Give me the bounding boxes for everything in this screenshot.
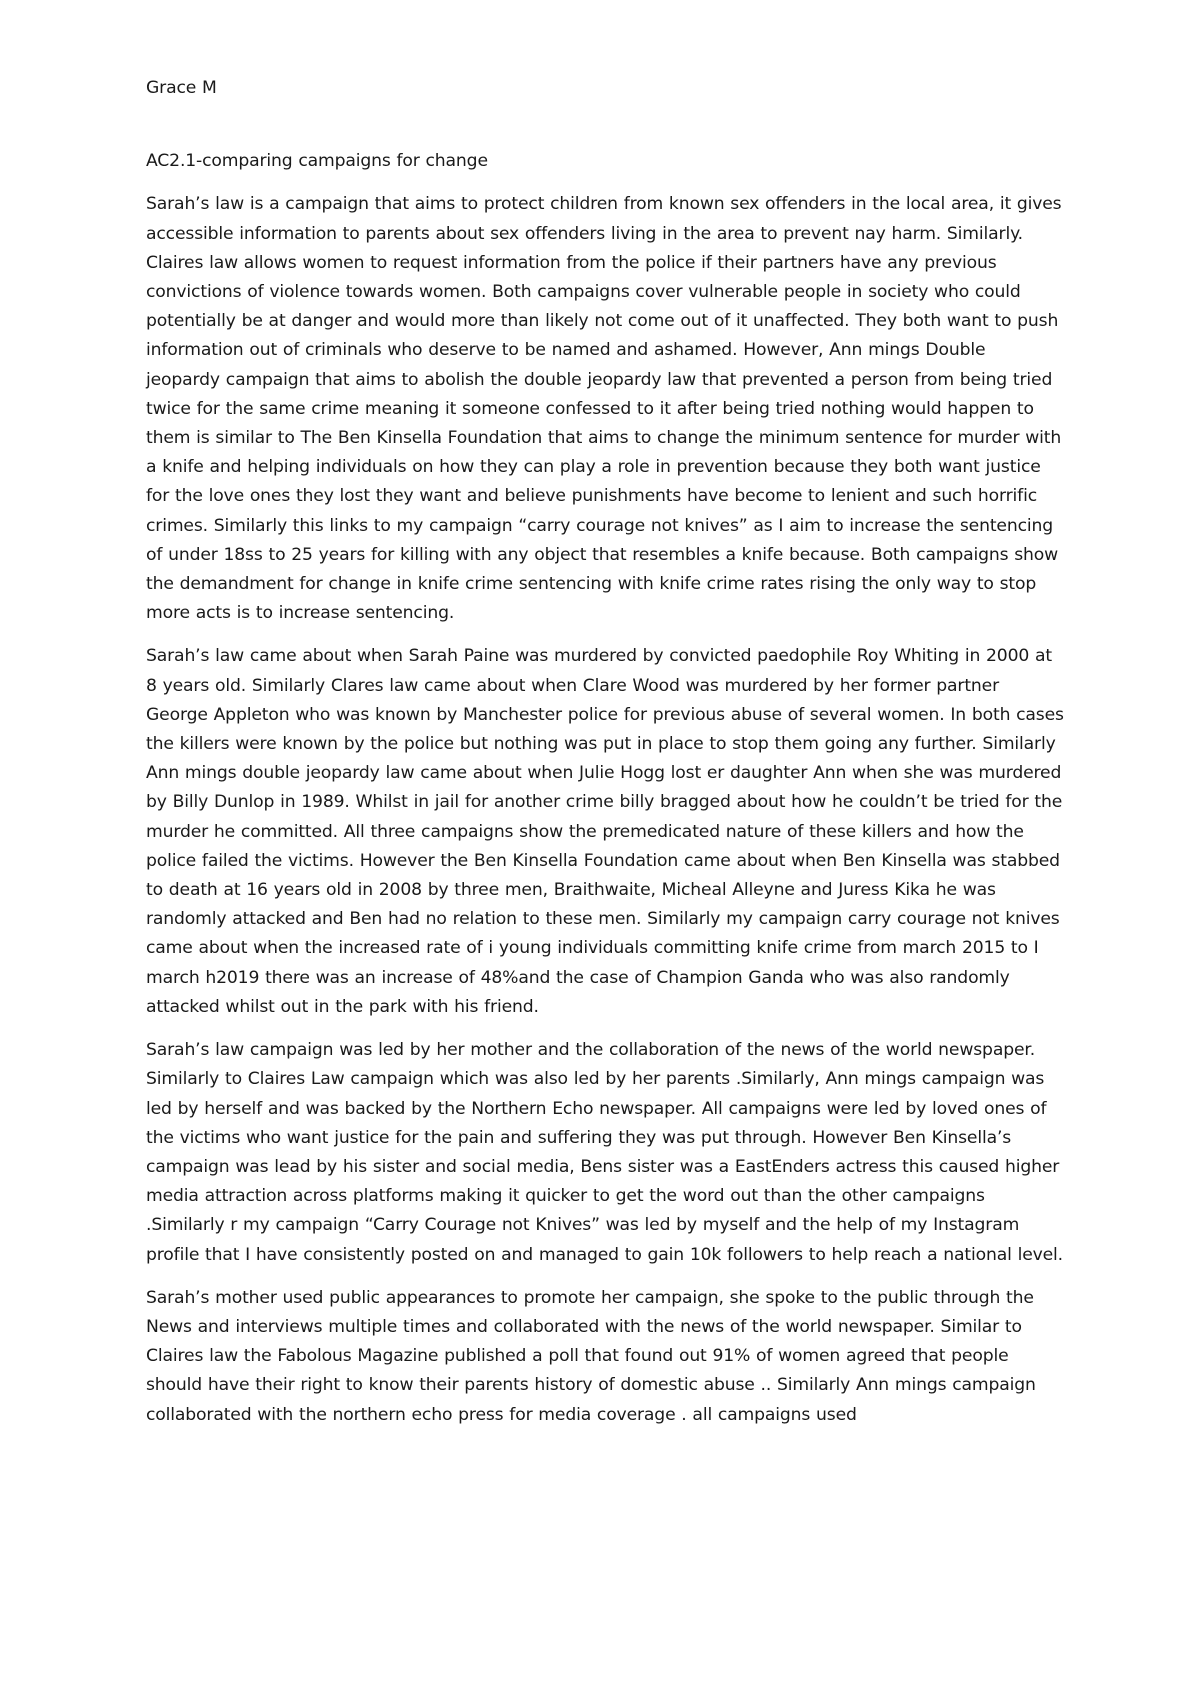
document-title: AC2.1-comparing campaigns for change bbox=[146, 151, 488, 172]
paragraph-campaign-origins: Sarah’s law came about when Sarah Paine was murdered by convicted paedophile Roy Whiting in 2000 at 8 years old. Similarly Clares law came about when Clare Wood was murdered by her former partner George Appleton who was known by Manchester police for previous abuse of several women. In both cases the killers were known by the police but nothing was put in place to stop them going any further. Similarly Ann mings double jeopardy law came about when Julie Hogg lost er daughter Ann when she was murdered by Billy Dunlop in 1989. Whilst in jail for another crime billy bragged about how he couldn’t be tried for the murder he committed. All three campaigns show the premedicated nature of these killers and how the police failed the victims. However the Ben Kinsella Foundation came about when Ben Kinsella was stabbed to death at 16 years old in 2008 by three men, Braithwaite, Micheal Alleyne and Juress Kika he was randomly attacked and Ben had no relation to these men. Similarly my campaign carry courage not knives came about when the increased rate of i young individuals committing knife crime from march 2015 to I march h2019 there was an increase of 48%and the case of Champion Ganda who was also randomly attacked whilst out in the park with his friend. bbox=[146, 646, 1064, 1017]
paragraph-campaign-media: Sarah’s mother used public appearances to promote her campaign, she spoke to the public through the News and interviews multiple times and collaborated with the news of the world newspaper. Similar to Claires law the Fabolous Magazine published a poll that found out 91% of women agreed that people should have their right to know their parents history of domestic abuse .. Similarly Ann mings campaign collaborated with the northern echo press for media coverage . all campaigns used bbox=[146, 1287, 1036, 1425]
document-body bbox=[146, 74, 1064, 1430]
paragraph-campaign-leaders: Sarah’s law campaign was led by her mother and the collaboration of the news of the world newspaper. Similarly to Claires Law campaign which was also led by her parents .Similarly, Ann mings campaign was led by herself and was backed by the Northern Echo newspaper. All campaigns were led by loved ones of the victims who want justice for the pain and suffering they was put through. However Ben Kinsella’s campaign was lead by his sister and social media, Bens sister was a EastEnders actress this caused higher media attraction across platforms making it quicker to get the word out than the other campaigns .Similarly r my campaign “Carry Courage not Knives” was led by myself and the help of my Instagram profile that I have consistently posted on and managed to gain 10k followers to help reach a national level. bbox=[146, 1040, 1063, 1265]
paragraph-campaign-aims: Sarah’s law is a campaign that aims to protect children from known sex offenders in the local area, it gives accessible information to parents about sex offenders living in the area to prevent nay harm. Similarly. Claires law allows women to request information from the police if their partners have any previous convictions of violence towards women. Both campaigns cover vulnerable people in society who could potentially be at danger and would more than likely not come out of it unaffected. They both want to push information out of criminals who deserve to be named and ashamed. However, Ann mings Double jeopardy campaign that aims to abolish the double jeopardy law that prevented a person from being tried twice for the same crime meaning it someone confessed to it after being tried nothing would happen to them is similar to The Ben Kinsella Foundation that aims to change the minimum sentence for murder with a knife and helping individuals on how they can play a role in prevention because they both want justice for the love ones they lost they want and believe punishments have become to lenient and such horrific crimes. Similarly this links to my campaign “carry courage not knives” as I aim to increase the sentencing of under 18ss to 25 years for killing with any object that resembles a knife because. Both campaigns show the demandment for change in knife crime sentencing with knife crime rates rising the only way to stop more acts is to increase sentencing. bbox=[146, 194, 1062, 624]
author-name: Grace M bbox=[146, 78, 217, 98]
